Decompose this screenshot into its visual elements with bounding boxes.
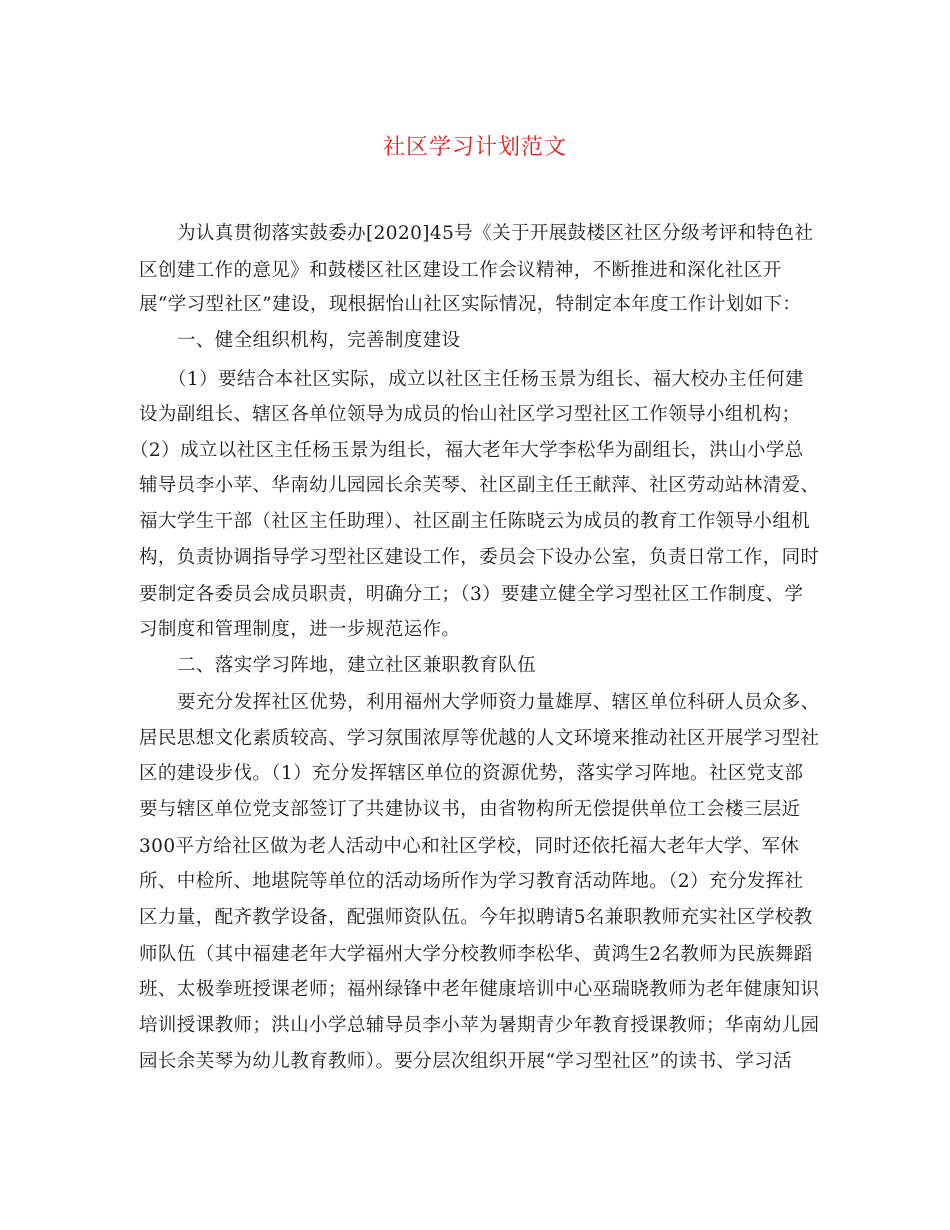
text-line: 福大学生干部（社区主任助理）、社区副主任陈晓云为成员的教育工作领导小组机 bbox=[139, 511, 811, 532]
text-line: 要制定各委员会成员职责，明确分工；（3）要建立健全学习型社区工作制度、学 bbox=[139, 584, 804, 605]
text-line: 区力量，配齐教学设备，配强师资队伍。今年拟聘请5名兼职教师充实社区学校教 bbox=[139, 907, 813, 928]
text-line: （1）要结合本社区实际，成立以社区主任杨玉景为组长、福大校办主任何建 bbox=[168, 369, 804, 390]
section-heading: 二、落实学习阵地，建立社区兼职教育队伍 bbox=[177, 655, 537, 676]
section-heading: 一、健全组织机构，完善制度建设 bbox=[177, 330, 461, 351]
text-line: 区的建设步伐。（1）充分发挥辖区单位的资源优势，落实学习阵地。社区党支部 bbox=[139, 763, 804, 784]
text-line: （2）成立以社区主任杨玉景为组长，福大老年大学李松华为副组长，洪山小学总 bbox=[130, 440, 804, 461]
text-line: 所、中检所、地堪院等单位的活动场所作为学习教育活动阵地。（2）充分发挥社 bbox=[139, 871, 804, 892]
text-line: 园长余芙琴为幼儿教育教师）。要分层次组织开展“学习型社区”的读书、学习活 bbox=[139, 1051, 793, 1072]
text-line: 班、太极拳班授课老师；福州绿锋中老年健康培训中心巫瑞晓教师为老年健康知识 bbox=[139, 979, 820, 1000]
document-title: 社区学习计划范文 bbox=[382, 135, 567, 160]
text-line: 构，负责协调指导学习型社区建设工作，委员会下设办公室，负责日常工作，同时 bbox=[139, 547, 820, 568]
text-line: 300平方给社区做为老人活动中心和社区学校，同时还依托福大老年大学、军休 bbox=[139, 836, 800, 857]
text-line: 设为副组长、辖区各单位领导为成员的怡山社区学习型社区工作领导小组机构； bbox=[139, 404, 801, 425]
text-line: 习制度和管理制度，进一步规范运作。 bbox=[139, 619, 461, 640]
text-line: 展“学习型社区”建设，现根据怡山社区实际情况，特制定本年度工作计划如下： bbox=[139, 294, 802, 315]
text-line: 要充分发挥社区优势，利用福州大学师资力量雄厚、辖区单位科研人员众多、 bbox=[177, 692, 820, 713]
text-line: 区创建工作的意见》和鼓楼区社区建设工作会议精神，不断推进和深化社区开 bbox=[139, 260, 782, 281]
text-line: 为认真贯彻落实鼓委办[2020]45号《关于开展鼓楼区社区分级考评和特色社 bbox=[177, 223, 814, 244]
text-line: 辅导员李小苹、华南幼儿园园长余芙琴、社区副主任王献萍、社区劳动站林清爱、 bbox=[139, 475, 820, 496]
text-line: 居民思想文化素质较高、学习氛围浓厚等优越的人文环境来推动社区开展学习型社 bbox=[139, 728, 820, 749]
text-line: 师队伍（其中福建老年大学福州大学分校教师李松华、黄鸿生2名教师为民族舞蹈 bbox=[139, 944, 813, 965]
text-line: 要与辖区单位党支部签订了共建协议书，由省物构所无偿提供单位工会楼三层近 bbox=[139, 799, 801, 820]
text-line: 培训授课教师；洪山小学总辅导员李小苹为暑期青少年教育授课教师；华南幼儿园 bbox=[139, 1015, 820, 1036]
